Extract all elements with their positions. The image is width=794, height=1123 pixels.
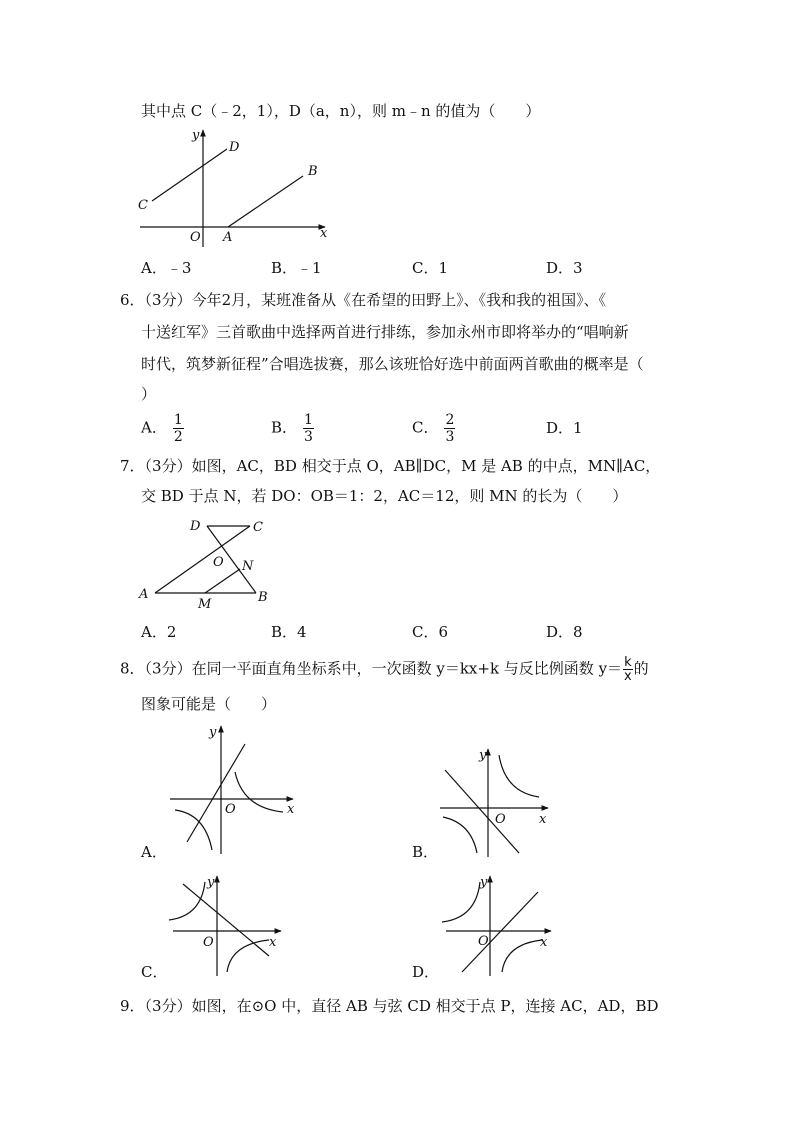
q7-option-b[interactable]: B．4 xyxy=(271,623,307,641)
q6-option-b[interactable]: B． $\frac{1}{3}$ xyxy=(271,412,313,445)
q6-line-1: 6．（3分）今年2月，某班准备从《在希望的田野上》、《我和我的祖国》、《 xyxy=(120,291,607,309)
q6-option-d[interactable]: D．1 xyxy=(546,419,583,437)
q8-option-b-label[interactable]: B． xyxy=(412,843,439,861)
q7-segment-ac xyxy=(155,526,250,593)
q5-label-o: O xyxy=(190,230,201,245)
q6-line-3: 时代，筑梦新征程”合唱选拔赛，那么该班恰好选中前面两首歌曲的概率是（ xyxy=(141,355,644,373)
q7-label-o: O xyxy=(213,555,224,570)
q6-option-a[interactable]: A． $\frac{1}{2}$ xyxy=(141,412,183,445)
svg-text:x: x xyxy=(540,935,548,950)
q8-a-hyperbola-q1 xyxy=(235,772,283,812)
q8-line-1: 8．（3分）在同一平面直角坐标系中，一次函数 y＝kx+k 与反比例函数 y＝ $\frac{k}{x}$ 的 xyxy=(120,655,649,684)
svg-text:O: O xyxy=(225,802,236,817)
q7-option-a[interactable]: A．2 xyxy=(141,623,177,641)
q7-label-n: N xyxy=(242,559,254,574)
q7-label-a: A xyxy=(139,587,149,602)
svg-text:x: x xyxy=(269,935,277,950)
q5-label-y: y xyxy=(192,128,200,143)
q8-graph-b[interactable] xyxy=(435,745,560,860)
q5-segment-ab xyxy=(228,176,303,227)
q7-line-1: 7．（3分）如图，AC，BD 相交于点 O，AB∥DC，M 是 AB 的中点，MN∥AC， xyxy=(120,457,661,475)
q5-label-b: B xyxy=(308,164,318,179)
q8-c-hyperbola-q4 xyxy=(227,940,269,972)
q5-label-x: x xyxy=(320,226,328,241)
svg-text:y: y xyxy=(209,725,217,740)
svg-text:y: y xyxy=(480,875,488,890)
q7-segment-mn xyxy=(205,569,240,593)
q8-option-c-label[interactable]: C． xyxy=(141,963,168,981)
q5-option-c[interactable]: C．1 xyxy=(412,259,449,277)
q8-graph-c[interactable] xyxy=(165,872,290,977)
q7-figure xyxy=(135,515,285,615)
q5-figure xyxy=(130,125,340,250)
q6-option-c[interactable]: C． $\frac{2}{3}$ xyxy=(412,412,455,445)
q6-line-2: 十送红军》三首歌曲中选择两首进行排练，参加永州市即将举办的“唱响新 xyxy=(141,323,629,341)
q5-option-d[interactable]: D．3 xyxy=(546,259,583,277)
q5-stem: 其中点 C（﹣2，1），D（a，n），则 m﹣n 的值为（ ） xyxy=(141,102,541,120)
q5-option-b[interactable]: B．﹣1 xyxy=(271,259,322,277)
q8-d-hyperbola-q4 xyxy=(502,940,542,972)
q8-b-hyperbola-q1 xyxy=(499,755,539,797)
q7-option-d[interactable]: D．8 xyxy=(546,623,583,641)
q8-a-line xyxy=(187,744,245,842)
q5-label-a: A xyxy=(223,230,233,245)
q9-line-1: 9．（3分）如图，在⊙O 中，直径 AB 与弦 CD 相交于点 P，连接 AC，AD，BD xyxy=(120,997,659,1015)
q7-label-c: C xyxy=(253,520,263,535)
q7-label-m: M xyxy=(198,597,212,612)
q8-graph-d[interactable] xyxy=(438,872,563,977)
q8-d-hyperbola-q2 xyxy=(442,882,480,922)
q8-option-a-label[interactable]: A． xyxy=(141,843,167,861)
q8-line-2: 图象可能是（ ） xyxy=(141,695,277,713)
svg-text:O: O xyxy=(478,934,489,949)
svg-text:O: O xyxy=(203,935,214,950)
q6-line-4: ） xyxy=(141,385,157,403)
q7-label-b: B xyxy=(258,590,268,605)
q7-line-2: 交 BD 于点 N，若 DO：OB＝1：2，AC＝12，则 MN 的长为（ ） xyxy=(141,487,628,505)
q5-label-d: D xyxy=(229,140,240,155)
q5-segment-cd xyxy=(152,149,227,201)
q5-option-a[interactable]: A．﹣3 xyxy=(141,259,192,277)
q8-c-line xyxy=(183,884,269,956)
q5-label-c: C xyxy=(138,198,148,213)
q8-option-d-label[interactable]: D． xyxy=(412,963,440,981)
svg-text:y: y xyxy=(479,748,487,763)
q8-graph-a[interactable] xyxy=(165,722,305,857)
q7-label-d: D xyxy=(190,519,201,534)
svg-text:O: O xyxy=(495,812,506,827)
q8-k-over-x: $\frac{k}{x}$ xyxy=(623,655,632,684)
svg-text:y: y xyxy=(207,875,215,890)
q8-b-hyperbola-q3 xyxy=(443,817,477,853)
q7-option-c[interactable]: C．6 xyxy=(412,623,449,641)
q8-b-line xyxy=(445,770,519,853)
svg-text:x: x xyxy=(539,812,547,827)
svg-text:x: x xyxy=(287,802,295,817)
